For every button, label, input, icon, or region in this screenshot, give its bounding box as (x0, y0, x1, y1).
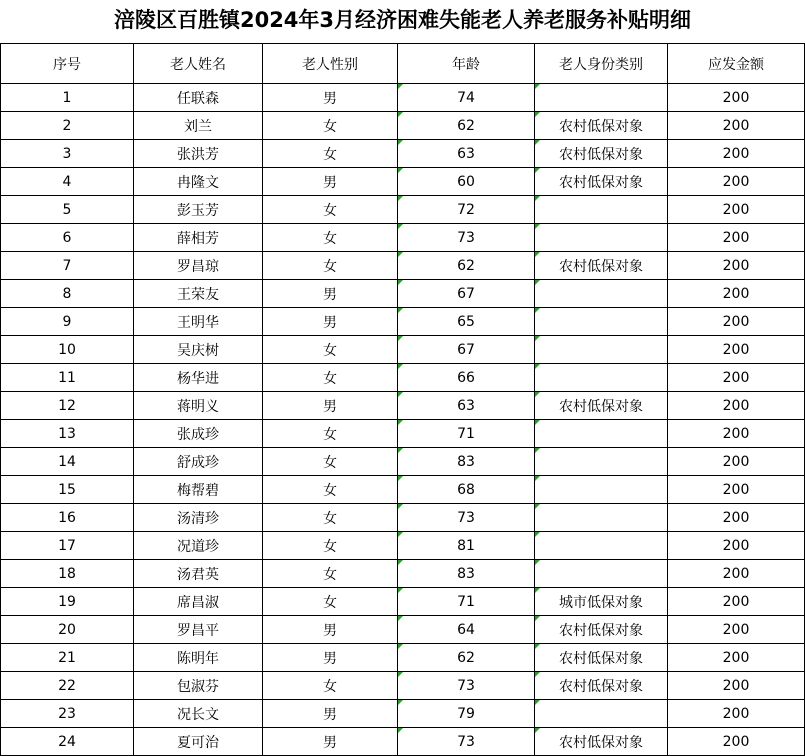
cell-amount: 200 (668, 616, 805, 644)
cell-age: 65 (398, 308, 535, 336)
cell-category: 农村低保对象 (535, 672, 668, 700)
cell-age: 62 (398, 112, 535, 140)
table-row (1, 728, 805, 756)
cell-amount: 200 (668, 168, 805, 196)
table-row (1, 700, 805, 728)
cell-gender: 女 (263, 112, 398, 140)
cell-index: 24 (1, 728, 134, 756)
cell-gender: 女 (263, 448, 398, 476)
cell-gender: 男 (263, 728, 398, 756)
cell-index: 2 (1, 112, 134, 140)
header-name: 老人姓名 (134, 44, 263, 84)
cell-name: 夏可治 (134, 728, 263, 756)
cell-age: 71 (398, 420, 535, 448)
cell-amount: 200 (668, 112, 805, 140)
cell-index: 1 (1, 84, 134, 112)
cell-index: 8 (1, 280, 134, 308)
cell-category: 农村低保对象 (535, 112, 668, 140)
cell-name: 罗昌琼 (134, 252, 263, 280)
cell-age: 63 (398, 392, 535, 420)
cell-age: 71 (398, 588, 535, 616)
cell-category: 农村低保对象 (535, 728, 668, 756)
cell-age: 67 (398, 336, 535, 364)
table-row (1, 336, 805, 364)
cell-amount: 200 (668, 728, 805, 756)
table-row (1, 616, 805, 644)
cell-index: 5 (1, 196, 134, 224)
cell-category: 农村低保对象 (535, 168, 668, 196)
header-age: 年龄 (398, 44, 535, 84)
cell-age: 64 (398, 616, 535, 644)
cell-category (535, 224, 668, 252)
cell-gender: 男 (263, 84, 398, 112)
cell-index: 20 (1, 616, 134, 644)
cell-index: 4 (1, 168, 134, 196)
cell-name: 任联森 (134, 84, 263, 112)
cell-name: 舒成珍 (134, 448, 263, 476)
cell-category: 城市低保对象 (535, 588, 668, 616)
cell-index: 11 (1, 364, 134, 392)
cell-gender: 女 (263, 224, 398, 252)
cell-amount: 200 (668, 420, 805, 448)
cell-index: 18 (1, 560, 134, 588)
cell-category (535, 476, 668, 504)
cell-index: 3 (1, 140, 134, 168)
cell-amount: 200 (668, 476, 805, 504)
cell-name: 包淑芬 (134, 672, 263, 700)
table-row (1, 112, 805, 140)
cell-index: 15 (1, 476, 134, 504)
cell-name: 陈明年 (134, 644, 263, 672)
cell-index: 21 (1, 644, 134, 672)
cell-index: 14 (1, 448, 134, 476)
cell-age: 62 (398, 252, 535, 280)
table-row (1, 252, 805, 280)
cell-gender: 女 (263, 140, 398, 168)
cell-age: 79 (398, 700, 535, 728)
cell-category: 农村低保对象 (535, 644, 668, 672)
cell-category (535, 532, 668, 560)
cell-name: 况长文 (134, 700, 263, 728)
cell-category (535, 504, 668, 532)
table-row (1, 140, 805, 168)
table-row (1, 196, 805, 224)
cell-category (535, 336, 668, 364)
cell-age: 66 (398, 364, 535, 392)
cell-name: 席昌淑 (134, 588, 263, 616)
cell-index: 6 (1, 224, 134, 252)
cell-index: 16 (1, 504, 134, 532)
table-row (1, 168, 805, 196)
cell-age: 73 (398, 672, 535, 700)
cell-gender: 男 (263, 308, 398, 336)
table-row (1, 476, 805, 504)
cell-age: 81 (398, 532, 535, 560)
cell-category (535, 196, 668, 224)
cell-amount: 200 (668, 588, 805, 616)
cell-amount: 200 (668, 140, 805, 168)
cell-gender: 男 (263, 280, 398, 308)
cell-name: 杨华进 (134, 364, 263, 392)
header-amount: 应发金额 (668, 44, 805, 84)
header-category: 老人身份类别 (535, 44, 668, 84)
cell-category: 农村低保对象 (535, 392, 668, 420)
table-row (1, 588, 805, 616)
cell-index: 10 (1, 336, 134, 364)
cell-amount: 200 (668, 644, 805, 672)
cell-gender: 女 (263, 672, 398, 700)
cell-index: 22 (1, 672, 134, 700)
cell-name: 罗昌平 (134, 616, 263, 644)
cell-name: 张成珍 (134, 420, 263, 448)
cell-gender: 男 (263, 392, 398, 420)
page-title: 涪陵区百胜镇2024年3月经济困难失能老人养老服务补贴明细 (113, 8, 692, 32)
table-row (1, 448, 805, 476)
cell-amount: 200 (668, 252, 805, 280)
cell-age: 73 (398, 224, 535, 252)
cell-gender: 女 (263, 560, 398, 588)
cell-gender: 女 (263, 196, 398, 224)
cell-name: 刘兰 (134, 112, 263, 140)
subsidy-table (0, 43, 805, 756)
cell-name: 吴庆树 (134, 336, 263, 364)
cell-amount: 200 (668, 336, 805, 364)
header-gender: 老人性别 (263, 44, 398, 84)
cell-amount: 200 (668, 280, 805, 308)
cell-amount: 200 (668, 700, 805, 728)
table-row (1, 308, 805, 336)
cell-index: 7 (1, 252, 134, 280)
cell-name: 冉隆文 (134, 168, 263, 196)
cell-name: 王荣友 (134, 280, 263, 308)
cell-age: 67 (398, 280, 535, 308)
header-index: 序号 (1, 44, 134, 84)
cell-gender: 女 (263, 588, 398, 616)
cell-age: 83 (398, 560, 535, 588)
cell-category (535, 280, 668, 308)
cell-amount: 200 (668, 392, 805, 420)
cell-amount: 200 (668, 224, 805, 252)
cell-category (535, 84, 668, 112)
cell-age: 73 (398, 728, 535, 756)
cell-age: 68 (398, 476, 535, 504)
cell-index: 12 (1, 392, 134, 420)
cell-category (535, 308, 668, 336)
table-row (1, 280, 805, 308)
table-row (1, 84, 805, 112)
cell-age: 74 (398, 84, 535, 112)
cell-gender: 女 (263, 336, 398, 364)
cell-amount: 200 (668, 448, 805, 476)
cell-gender: 女 (263, 364, 398, 392)
cell-gender: 女 (263, 476, 398, 504)
cell-amount: 200 (668, 532, 805, 560)
cell-age: 62 (398, 644, 535, 672)
cell-gender: 男 (263, 168, 398, 196)
cell-amount: 200 (668, 364, 805, 392)
table-row (1, 420, 805, 448)
cell-gender: 男 (263, 644, 398, 672)
cell-age: 60 (398, 168, 535, 196)
cell-age: 73 (398, 504, 535, 532)
cell-amount: 200 (668, 196, 805, 224)
cell-gender: 男 (263, 616, 398, 644)
cell-category (535, 420, 668, 448)
table-row (1, 504, 805, 532)
cell-category (535, 364, 668, 392)
cell-gender: 男 (263, 700, 398, 728)
cell-category (535, 560, 668, 588)
cell-name: 汤清珍 (134, 504, 263, 532)
table-row (1, 644, 805, 672)
cell-name: 王明华 (134, 308, 263, 336)
table-header-row (1, 44, 805, 84)
table-body (1, 84, 805, 756)
table-row (1, 364, 805, 392)
cell-name: 梅帮碧 (134, 476, 263, 504)
table-row (1, 672, 805, 700)
cell-category (535, 700, 668, 728)
cell-name: 汤君英 (134, 560, 263, 588)
cell-index: 9 (1, 308, 134, 336)
cell-amount: 200 (668, 84, 805, 112)
cell-gender: 女 (263, 532, 398, 560)
cell-amount: 200 (668, 504, 805, 532)
cell-name: 况道珍 (134, 532, 263, 560)
cell-age: 83 (398, 448, 535, 476)
cell-amount: 200 (668, 672, 805, 700)
table-row (1, 532, 805, 560)
cell-gender: 女 (263, 252, 398, 280)
cell-name: 薛相芳 (134, 224, 263, 252)
cell-index: 23 (1, 700, 134, 728)
cell-age: 63 (398, 140, 535, 168)
cell-name: 彭玉芳 (134, 196, 263, 224)
cell-index: 17 (1, 532, 134, 560)
cell-name: 蒋明义 (134, 392, 263, 420)
cell-name: 张洪芳 (134, 140, 263, 168)
cell-category: 农村低保对象 (535, 140, 668, 168)
cell-age: 72 (398, 196, 535, 224)
cell-category: 农村低保对象 (535, 616, 668, 644)
cell-amount: 200 (668, 308, 805, 336)
table-row (1, 224, 805, 252)
cell-category (535, 448, 668, 476)
cell-amount: 200 (668, 560, 805, 588)
cell-gender: 女 (263, 504, 398, 532)
cell-category: 农村低保对象 (535, 252, 668, 280)
table-row (1, 560, 805, 588)
table-row (1, 392, 805, 420)
cell-index: 13 (1, 420, 134, 448)
cell-gender: 女 (263, 420, 398, 448)
cell-index: 19 (1, 588, 134, 616)
